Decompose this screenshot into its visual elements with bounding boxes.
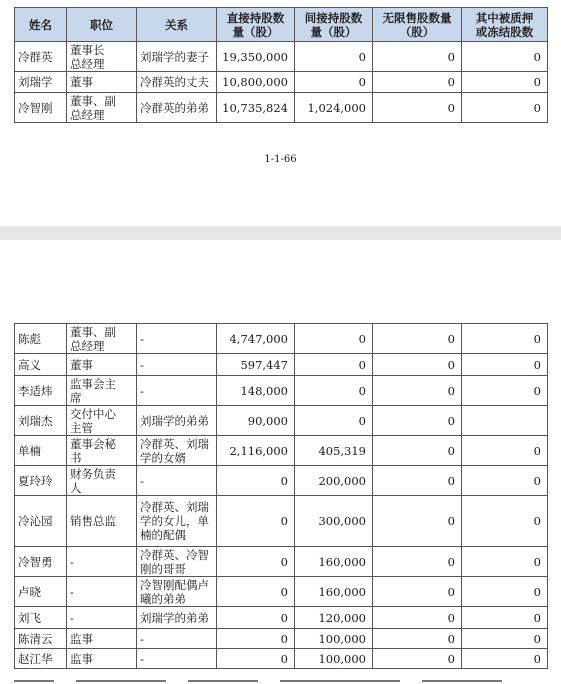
pledged-shares-cell: 0 xyxy=(462,436,548,466)
name-cell: 陈清云 xyxy=(15,629,67,649)
cell-line: 冷群英、刘瑞 xyxy=(140,500,209,514)
position-cell xyxy=(67,547,137,577)
cell-line: 间接持股数 xyxy=(304,10,363,25)
cell-line: 学的女儿，单 xyxy=(140,514,209,528)
relation-cell xyxy=(137,354,217,376)
position-cell xyxy=(67,496,137,547)
cell-line: 董事 xyxy=(70,357,93,372)
indirect-shares-cell: 300,000 xyxy=(295,496,373,547)
table-row xyxy=(15,354,548,376)
cut-off-text-line xyxy=(14,678,559,684)
cell-line: 财务负责 xyxy=(70,466,116,481)
name-cell: 冷群英 xyxy=(15,42,67,72)
unrestricted-shares-cell: 0 xyxy=(373,577,462,607)
direct-shares-cell: 0 xyxy=(217,607,295,629)
table-row xyxy=(15,324,548,354)
position-cell xyxy=(67,649,137,669)
indirect-shares-cell: 100,000 xyxy=(295,629,373,649)
cell-line: 刘瑞学的妻子 xyxy=(140,49,209,64)
column-header xyxy=(462,8,548,42)
unrestricted-shares-cell: 0 xyxy=(373,547,462,577)
pledged-shares-cell: 0 xyxy=(462,376,548,406)
unrestricted-shares-cell: 0 xyxy=(373,72,462,93)
position-cell xyxy=(67,607,137,629)
cell-line: 冷群英的弟弟 xyxy=(140,100,209,115)
unrestricted-shares-cell: 0 xyxy=(373,649,462,669)
direct-shares-cell: 10,800,000 xyxy=(217,72,295,93)
cell-line: - xyxy=(140,357,144,372)
position-cell xyxy=(67,629,137,649)
relation-cell xyxy=(137,93,217,123)
column-header xyxy=(295,8,373,42)
indirect-shares-cell: 1,024,000 xyxy=(295,93,373,123)
cell-line: 总经理 xyxy=(70,338,105,353)
cell-line: 关系 xyxy=(165,17,188,32)
cell-line: 无限售股数量 xyxy=(382,10,452,25)
table-row xyxy=(15,466,548,496)
cell-line: - xyxy=(70,554,74,569)
table-row xyxy=(15,406,548,436)
indirect-shares-cell: 160,000 xyxy=(295,547,373,577)
indirect-shares-cell: 100,000 xyxy=(295,649,373,669)
relation-cell xyxy=(137,376,217,406)
table-row xyxy=(15,376,548,406)
cell-line: 职位 xyxy=(90,17,113,32)
table-row xyxy=(15,93,548,123)
name-cell: 单楠 xyxy=(15,436,67,466)
relation-cell xyxy=(137,72,217,93)
cell-line: - xyxy=(70,584,74,599)
cell-line: 董事长 xyxy=(70,42,105,57)
unrestricted-shares-cell: 0 xyxy=(373,42,462,72)
position-cell xyxy=(67,436,137,466)
name-cell: 冷智刚 xyxy=(15,93,67,123)
table-row xyxy=(15,577,548,607)
name-cell: 刘瑞杰 xyxy=(15,406,67,436)
cell-line: 冷群英、刘瑞 xyxy=(140,436,209,451)
direct-shares-cell: 597,447 xyxy=(217,354,295,376)
header-row xyxy=(15,8,548,42)
pledged-shares-cell: 0 xyxy=(462,649,548,669)
relation-cell xyxy=(137,466,217,496)
position-cell xyxy=(67,93,137,123)
pledged-shares-cell: 0 xyxy=(462,577,548,607)
direct-shares-cell: 19,350,000 xyxy=(217,42,295,72)
pledged-shares-cell: 0 xyxy=(462,93,548,123)
indirect-shares-cell: 0 xyxy=(295,354,373,376)
pledged-shares-cell: 0 xyxy=(462,607,548,629)
name-cell: 刘瑞学 xyxy=(15,72,67,93)
table-body xyxy=(15,42,548,123)
direct-shares-cell: 10,735,824 xyxy=(217,93,295,123)
cell-line: 冷群英的丈夫 xyxy=(140,75,209,89)
indirect-shares-cell: 405,319 xyxy=(295,436,373,466)
cell-line: 总经理 xyxy=(70,107,105,122)
name-cell: 陈彪 xyxy=(15,324,67,354)
position-cell xyxy=(67,376,137,406)
cell-line: 监事 xyxy=(70,631,93,646)
relation-cell xyxy=(137,629,217,649)
unrestricted-shares-cell: 0 xyxy=(373,93,462,123)
relation-cell xyxy=(137,42,217,72)
pledged-shares-cell: 0 xyxy=(462,496,548,547)
cell-line: 学的女婿 xyxy=(140,450,186,465)
indirect-shares-cell: 0 xyxy=(295,324,373,354)
cell-line: 董事 xyxy=(70,75,93,89)
cell-line: 冷群英、冷智 xyxy=(140,547,209,562)
cell-line: 交付中心 xyxy=(70,406,116,421)
table-row xyxy=(15,547,548,577)
direct-shares-cell: 0 xyxy=(217,649,295,669)
name-cell: 高义 xyxy=(15,354,67,376)
cell-line: 刚的哥哥 xyxy=(140,561,186,576)
cell-line: 曦的弟弟 xyxy=(140,591,186,606)
position-cell xyxy=(67,466,137,496)
cell-line: 量（股） xyxy=(310,24,357,39)
cell-line: 人 xyxy=(70,480,82,495)
cell-line: （股） xyxy=(399,24,435,39)
cell-line: - xyxy=(140,631,144,646)
pledged-shares-cell: 0 xyxy=(462,42,548,72)
unrestricted-shares-cell: 0 xyxy=(373,354,462,376)
pledged-shares-cell: 0 xyxy=(462,629,548,649)
table-body xyxy=(15,324,548,669)
table-row xyxy=(15,42,548,72)
page-break-gap xyxy=(0,226,561,240)
position-cell xyxy=(67,72,137,93)
relation-cell xyxy=(137,324,217,354)
column-header xyxy=(67,8,137,42)
unrestricted-shares-cell: 0 xyxy=(373,466,462,496)
cell-line: 书 xyxy=(70,450,82,465)
cell-line: 楠的配偶 xyxy=(140,528,186,542)
table-header xyxy=(15,8,548,42)
indirect-shares-cell: 200,000 xyxy=(295,466,373,496)
cell-line: 刘瑞学的弟弟 xyxy=(140,610,209,625)
name-cell: 刘飞 xyxy=(15,607,67,629)
relation-cell xyxy=(137,547,217,577)
pledged-shares-cell: 0 xyxy=(462,354,548,376)
name-cell: 赵江华 xyxy=(15,649,67,669)
cell-line: 直接持股数 xyxy=(226,10,285,25)
direct-shares-cell: 0 xyxy=(217,629,295,649)
cell-line: 监事 xyxy=(70,651,93,666)
position-cell xyxy=(67,324,137,354)
cell-line: 席 xyxy=(70,390,82,405)
cell-line: 刘瑞学的弟弟 xyxy=(140,413,209,428)
direct-shares-cell: 4,747,000 xyxy=(217,324,295,354)
shareholding-table-continued xyxy=(14,323,548,669)
unrestricted-shares-cell: 0 xyxy=(373,436,462,466)
page-number: 1-1-66 xyxy=(264,154,297,165)
cell-line: 姓名 xyxy=(29,17,52,32)
pledged-shares-cell: 0 xyxy=(462,547,548,577)
cell-line: 监事会主 xyxy=(70,376,116,391)
unrestricted-shares-cell: 0 xyxy=(373,406,462,436)
column-header xyxy=(15,8,67,42)
column-header xyxy=(373,8,462,42)
relation-cell xyxy=(137,607,217,629)
table-row xyxy=(15,629,548,649)
indirect-shares-cell: 160,000 xyxy=(295,577,373,607)
cell-line: 董事、副 xyxy=(70,93,116,108)
direct-shares-cell: 0 xyxy=(217,547,295,577)
direct-shares-cell: 90,000 xyxy=(217,406,295,436)
column-header xyxy=(137,8,217,42)
name-cell: 李适炜 xyxy=(15,376,67,406)
indirect-shares-cell: 120,000 xyxy=(295,607,373,629)
cell-line: - xyxy=(140,383,144,398)
unrestricted-shares-cell: 0 xyxy=(373,324,462,354)
indirect-shares-cell: 0 xyxy=(295,72,373,93)
direct-shares-cell: 148,000 xyxy=(217,376,295,406)
position-cell xyxy=(67,42,137,72)
indirect-shares-cell: 0 xyxy=(295,42,373,72)
cell-line: 主管 xyxy=(70,420,93,435)
name-cell: 卢晓 xyxy=(15,577,67,607)
cell-line: 董事会秘 xyxy=(70,436,116,451)
relation-cell xyxy=(137,496,217,547)
cell-line: - xyxy=(140,651,144,666)
name-cell: 夏玲玲 xyxy=(15,466,67,496)
cell-line: - xyxy=(70,610,74,625)
name-cell: 冷智勇 xyxy=(15,547,67,577)
unrestricted-shares-cell: 0 xyxy=(373,496,462,547)
table-row xyxy=(15,649,548,669)
direct-shares-cell: 0 xyxy=(217,496,295,547)
relation-cell xyxy=(137,436,217,466)
position-cell xyxy=(67,577,137,607)
position-cell xyxy=(67,406,137,436)
cell-line: 其中被质押 xyxy=(475,10,534,25)
pledged-shares-cell xyxy=(462,406,548,436)
unrestricted-shares-cell: 0 xyxy=(373,607,462,629)
direct-shares-cell: 2,116,000 xyxy=(217,436,295,466)
pledged-shares-cell: 0 xyxy=(462,466,548,496)
pledged-shares-cell: 0 xyxy=(462,324,548,354)
cell-line: 量（股） xyxy=(232,24,279,39)
name-cell: 冷沁园 xyxy=(15,496,67,547)
cell-line: - xyxy=(140,331,144,346)
cell-line: - xyxy=(140,473,144,488)
relation-cell xyxy=(137,649,217,669)
unrestricted-shares-cell: 0 xyxy=(373,629,462,649)
indirect-shares-cell: 0 xyxy=(295,376,373,406)
table-row xyxy=(15,496,548,547)
cell-line: 销售总监 xyxy=(70,514,116,528)
shareholding-table-top xyxy=(14,7,548,123)
table-row xyxy=(15,72,548,93)
pledged-shares-cell: 0 xyxy=(462,72,548,93)
direct-shares-cell: 0 xyxy=(217,577,295,607)
cell-line: 或冻结股数 xyxy=(475,24,534,39)
unrestricted-shares-cell: 0 xyxy=(373,376,462,406)
indirect-shares-cell: 0 xyxy=(295,406,373,436)
column-header xyxy=(217,8,295,42)
direct-shares-cell: 0 xyxy=(217,466,295,496)
position-cell xyxy=(67,354,137,376)
table-row xyxy=(15,436,548,466)
relation-cell xyxy=(137,577,217,607)
cell-line: 冷智刚配偶卢 xyxy=(140,577,209,592)
relation-cell xyxy=(137,406,217,436)
cell-line: 总经理 xyxy=(70,56,105,71)
cell-line: 董事、副 xyxy=(70,324,116,339)
table-row xyxy=(15,607,548,629)
